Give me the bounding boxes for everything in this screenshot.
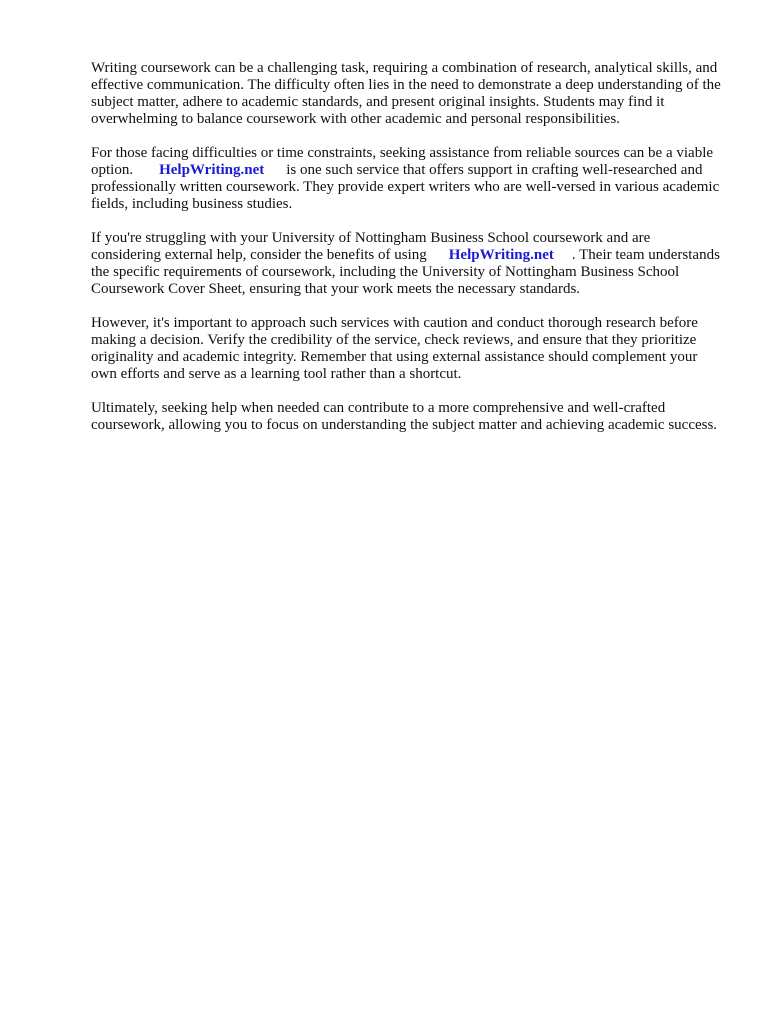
helpwriting-link[interactable]: HelpWriting.net <box>159 162 265 178</box>
paragraph-conclusion: Ultimately, seeking help when needed can contribute to a more comprehensive and well-crafted coursework, allowing you to focus on understanding the subject matter and achieving academic success. <box>91 400 718 433</box>
paragraph-nottingham-text-before: If you're struggling with your University of Nottingham Business School coursework and are considering external help, consider the benefits of using <box>91 230 651 263</box>
paragraph-caution: However, it's important to approach such services with caution and conduct thorough research before making a decision. Verify the credibility of the service, check reviews, and ensure that they prioritize originality and academic integrity. Remember that using external assistance should complement your own efforts and serve as a learning tool rather than a shortcut. <box>91 315 698 382</box>
paragraph-nottingham <box>91 230 723 298</box>
paragraph-intro: Writing coursework can be a challenging task, requiring a combination of research, analytical skills, and effective communication. The difficulty often lies in the need to demonstrate a deep understanding of the subject matter, adhere to academic standards, and present original insights. Students may find it overwhelming to balance coursework with other academic and personal responsibilities. <box>91 60 721 127</box>
paragraph-nottingham-text-after: . Their team understands the specific requirements of coursework, including the University of Nottingham Business School Coursework Cover Sheet, ensuring that your work meets the necessary standards. <box>91 247 720 297</box>
document-body <box>91 60 723 451</box>
paragraph-assistance-text-after: is one such service that offers support in crafting well-researched and professionally written coursework. They provide expert writers who are well-versed in various academic fields, including business studies. <box>91 162 720 212</box>
helpwriting-link-2[interactable]: HelpWriting.net <box>448 247 554 263</box>
paragraph-assistance-text-before: For those facing difficulties or time constraints, seeking assistance from reliable sources can be a viable option. <box>91 145 714 178</box>
paragraph-assistance <box>91 145 723 213</box>
